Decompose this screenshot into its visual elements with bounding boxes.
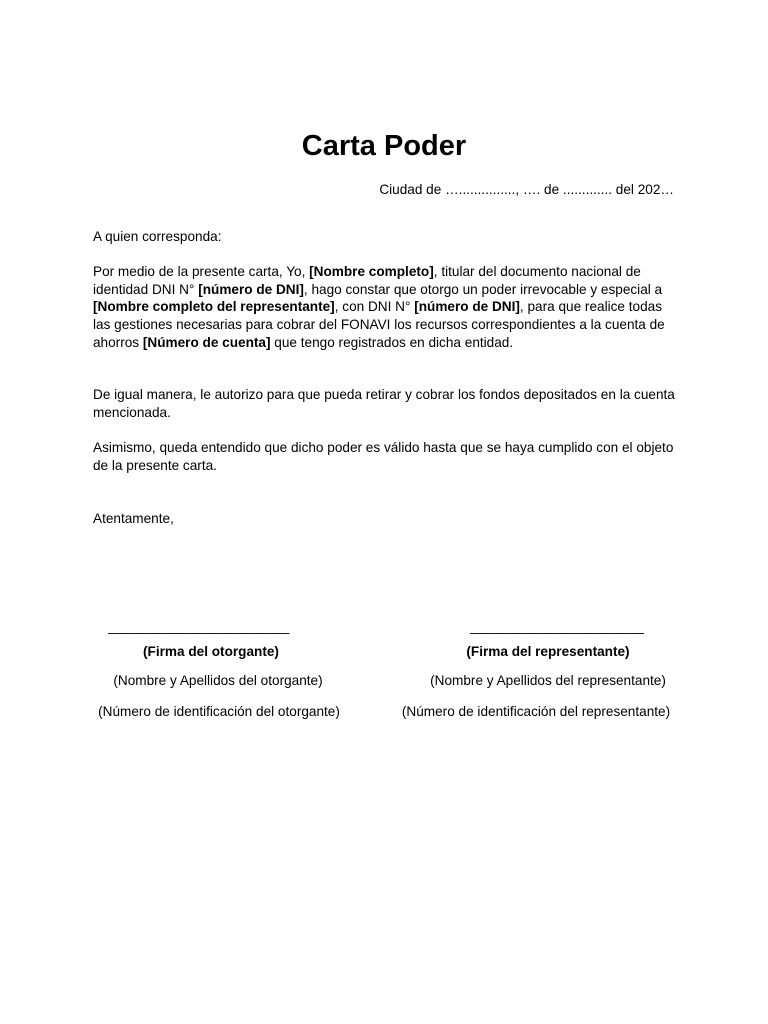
closing: Atentamente,: [93, 511, 174, 526]
paragraph-text: , para que realice todas las gestiones necesarias para cobrar del FONAVI los recursos correspondientes a la cuenta de ahorros: [93, 299, 665, 350]
greeting: A quien corresponda:: [93, 229, 222, 244]
paragraph-text: Por medio de la presente carta, Yo,: [93, 264, 310, 279]
paragraph-text: , titular del documento nacional de identidad DNI N°: [93, 264, 641, 297]
paragraph-text: , con DNI N°: [334, 299, 415, 315]
paragraph-text: que tengo registrados en dicha entidad.: [270, 334, 514, 350]
paragraph-grant-of-power: [93, 263, 676, 352]
representative-id-caption: (Número de identificación del representante): [401, 704, 671, 719]
place-date-line: Ciudad de …..............., …. de ............. del 202…: [379, 182, 674, 197]
paragraph-validity: Asimismo, queda entendido que dicho poder es válido hasta que se haya cumplido con el objeto de la presente carta.: [93, 440, 674, 473]
placeholder-representative-dni: [número de DNI]: [414, 299, 520, 315]
paragraph-withdrawal: De igual manera, le autorizo para que pueda retirar y cobrar los fondos depositados en la cuenta mencionada.: [93, 387, 675, 420]
grantor-signature-caption: (Firma del otorgante): [143, 644, 279, 659]
representative-signature-line: _______________________: [470, 619, 644, 634]
representative-name-caption: (Nombre y Apellidos del representante): [430, 673, 666, 688]
grantor-name-caption: (Nombre y Apellidos del otorgante): [113, 673, 323, 688]
representative-signature-caption: (Firma del representante): [466, 644, 630, 659]
placeholder-full-name: [Nombre completo]: [309, 264, 434, 279]
placeholder-account-number: [Número de cuenta]: [142, 334, 271, 350]
document-title: Carta Poder: [301, 130, 467, 162]
grantor-id-caption: (Número de identificación del otorgante): [98, 704, 340, 719]
paragraph-text: , hago constar que otorgo un poder irrevocable y especial a: [303, 281, 663, 297]
grantor-signature-line: ________________________: [108, 619, 290, 634]
placeholder-dni-number: [número de DNI]: [198, 281, 304, 297]
placeholder-representative-name: [Nombre completo del representante]: [93, 299, 335, 315]
